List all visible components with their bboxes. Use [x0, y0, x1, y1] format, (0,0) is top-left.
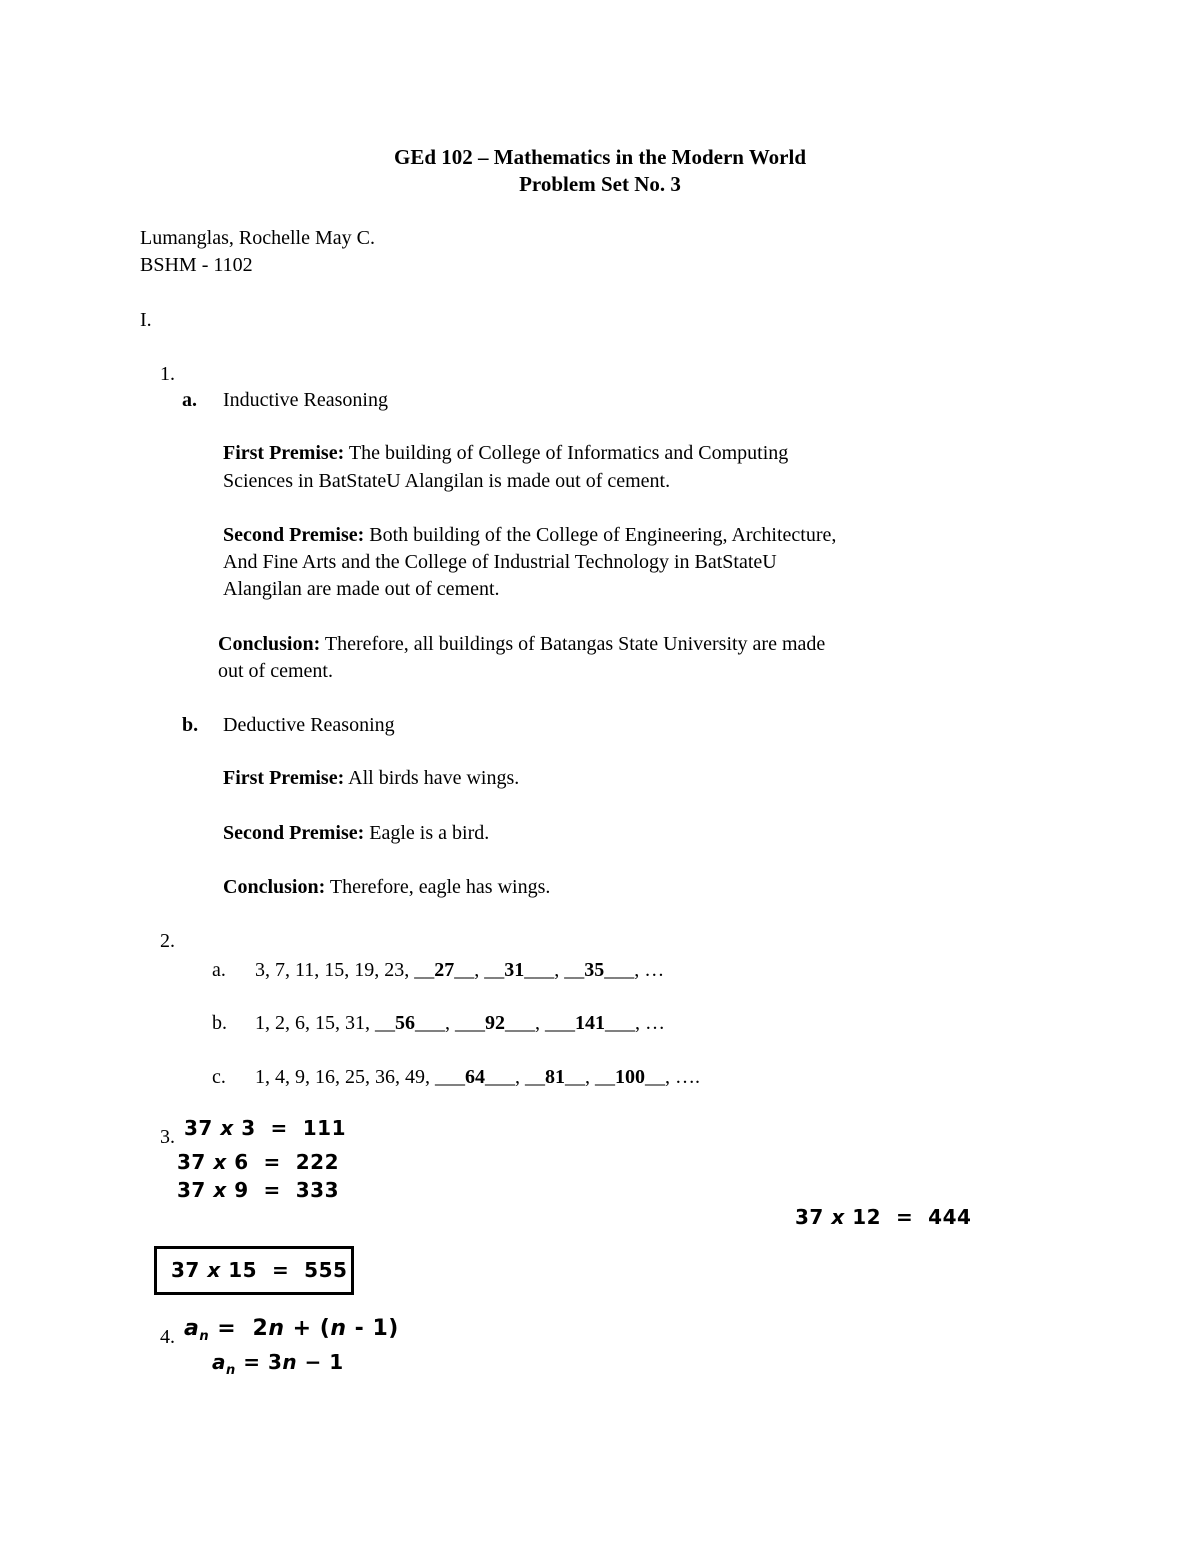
q1b-marker: b. — [182, 714, 199, 736]
sequence-given: 1, 4, 9, 16, 25, 36, 49, ___ — [255, 1066, 465, 1088]
answer-3: 35 — [584, 959, 605, 981]
q1a-first-premise-cont: Sciences in BatStateU Alangilan is made out of cement. — [223, 470, 671, 492]
q1a-second-premise — [223, 525, 836, 545]
q3-equation-3: 37 x 9 = 333 — [177, 1178, 339, 1202]
q2a-marker: a. — [212, 959, 226, 981]
q1a-second-premise-cont1: And Fine Arts and the College of Industrial Technology in BatStateU — [223, 551, 777, 573]
problem-set-title: Problem Set No. 3 — [519, 172, 681, 196]
q2c-sequence — [255, 1067, 700, 1087]
q1a-heading: Inductive Reasoning — [223, 389, 388, 411]
q3-equation-2: 37 x 6 = 222 — [177, 1150, 339, 1174]
conclusion-label: Conclusion: — [218, 633, 321, 655]
sequence-given: 3, 7, 11, 15, 19, 23, __ — [255, 959, 435, 981]
q3-equation-1: 37 x 3 = 111 — [184, 1116, 346, 1140]
sequence-end: __, …. — [645, 1066, 700, 1088]
answer-2: 81 — [545, 1066, 565, 1088]
q1b-first-premise — [223, 768, 519, 788]
conclusion-text: Therefore, eagle has wings. — [325, 876, 551, 898]
first-premise-text: All birds have wings. — [344, 767, 520, 789]
blank: ___, __ — [485, 1066, 545, 1088]
second-premise-text: Both building of the College of Engineering, Architecture, — [364, 524, 837, 546]
q1b-heading: Deductive Reasoning — [223, 714, 395, 736]
first-premise-text: The building of College of Informatics and Computing — [344, 442, 789, 464]
answer-3: 141 — [575, 1012, 605, 1034]
student-section: BSHM - 1102 — [140, 254, 253, 276]
blank: ___, __ — [524, 959, 585, 981]
q1a-conclusion — [218, 634, 825, 654]
q2b-marker: b. — [212, 1012, 227, 1034]
q2b-sequence — [255, 1013, 665, 1033]
blank: ___, ___ — [505, 1012, 575, 1034]
blank: __, __ — [454, 959, 505, 981]
blank: ___, ___ — [415, 1012, 485, 1034]
part-label: I. — [140, 309, 152, 331]
q1a-second-premise-cont2: Alangilan are made out of cement. — [223, 578, 500, 600]
sequence-end: ___, … — [604, 959, 665, 981]
second-premise-label: Second Premise: — [223, 524, 365, 546]
q1b-second-premise — [223, 823, 489, 843]
conclusion-label: Conclusion: — [223, 876, 326, 898]
second-premise-label: Second Premise: — [223, 822, 365, 844]
q1-number: 1. — [160, 363, 175, 385]
first-premise-label: First Premise: — [223, 442, 345, 464]
answer-1: 27 — [434, 959, 455, 981]
q2-number: 2. — [160, 930, 175, 952]
course-title: GEd 102 – Mathematics in the Modern World — [393, 145, 807, 169]
q3-answer-box: 37 x 15 = 555 — [154, 1246, 354, 1295]
sequence-given: 1, 2, 6, 15, 31, __ — [255, 1012, 395, 1034]
student-name: Lumanglas, Rochelle May C. — [140, 227, 375, 249]
q1a-conclusion-cont: out of cement. — [218, 660, 333, 682]
q1a-marker: a. — [182, 389, 197, 411]
q4-formula-1: $a_n = 2n + (n - 1)$ — [184, 1316, 399, 1344]
q4-formula-2: $a_n = 3n - 1$ — [212, 1350, 344, 1378]
q3-equation-4: 37 x 12 = 444 — [795, 1205, 972, 1229]
answer-2: 31 — [504, 959, 525, 981]
q2c-marker: c. — [212, 1066, 226, 1088]
answer-1: 64 — [465, 1066, 485, 1088]
answer-2: 92 — [485, 1012, 505, 1034]
q1a-first-premise — [223, 443, 788, 463]
first-premise-label: First Premise: — [223, 767, 345, 789]
conclusion-text: Therefore, all buildings of Batangas State University are made — [320, 633, 826, 655]
sequence-end: ___, … — [605, 1012, 665, 1034]
answer-1: 56 — [395, 1012, 415, 1034]
q3-number: 3. — [160, 1126, 175, 1148]
q1b-conclusion — [223, 877, 550, 897]
blank: __, __ — [565, 1066, 615, 1088]
answer-3: 100 — [615, 1066, 645, 1088]
q4-number: 4. — [160, 1326, 175, 1348]
q2a-sequence — [255, 960, 664, 980]
second-premise-text: Eagle is a bird. — [364, 822, 490, 844]
